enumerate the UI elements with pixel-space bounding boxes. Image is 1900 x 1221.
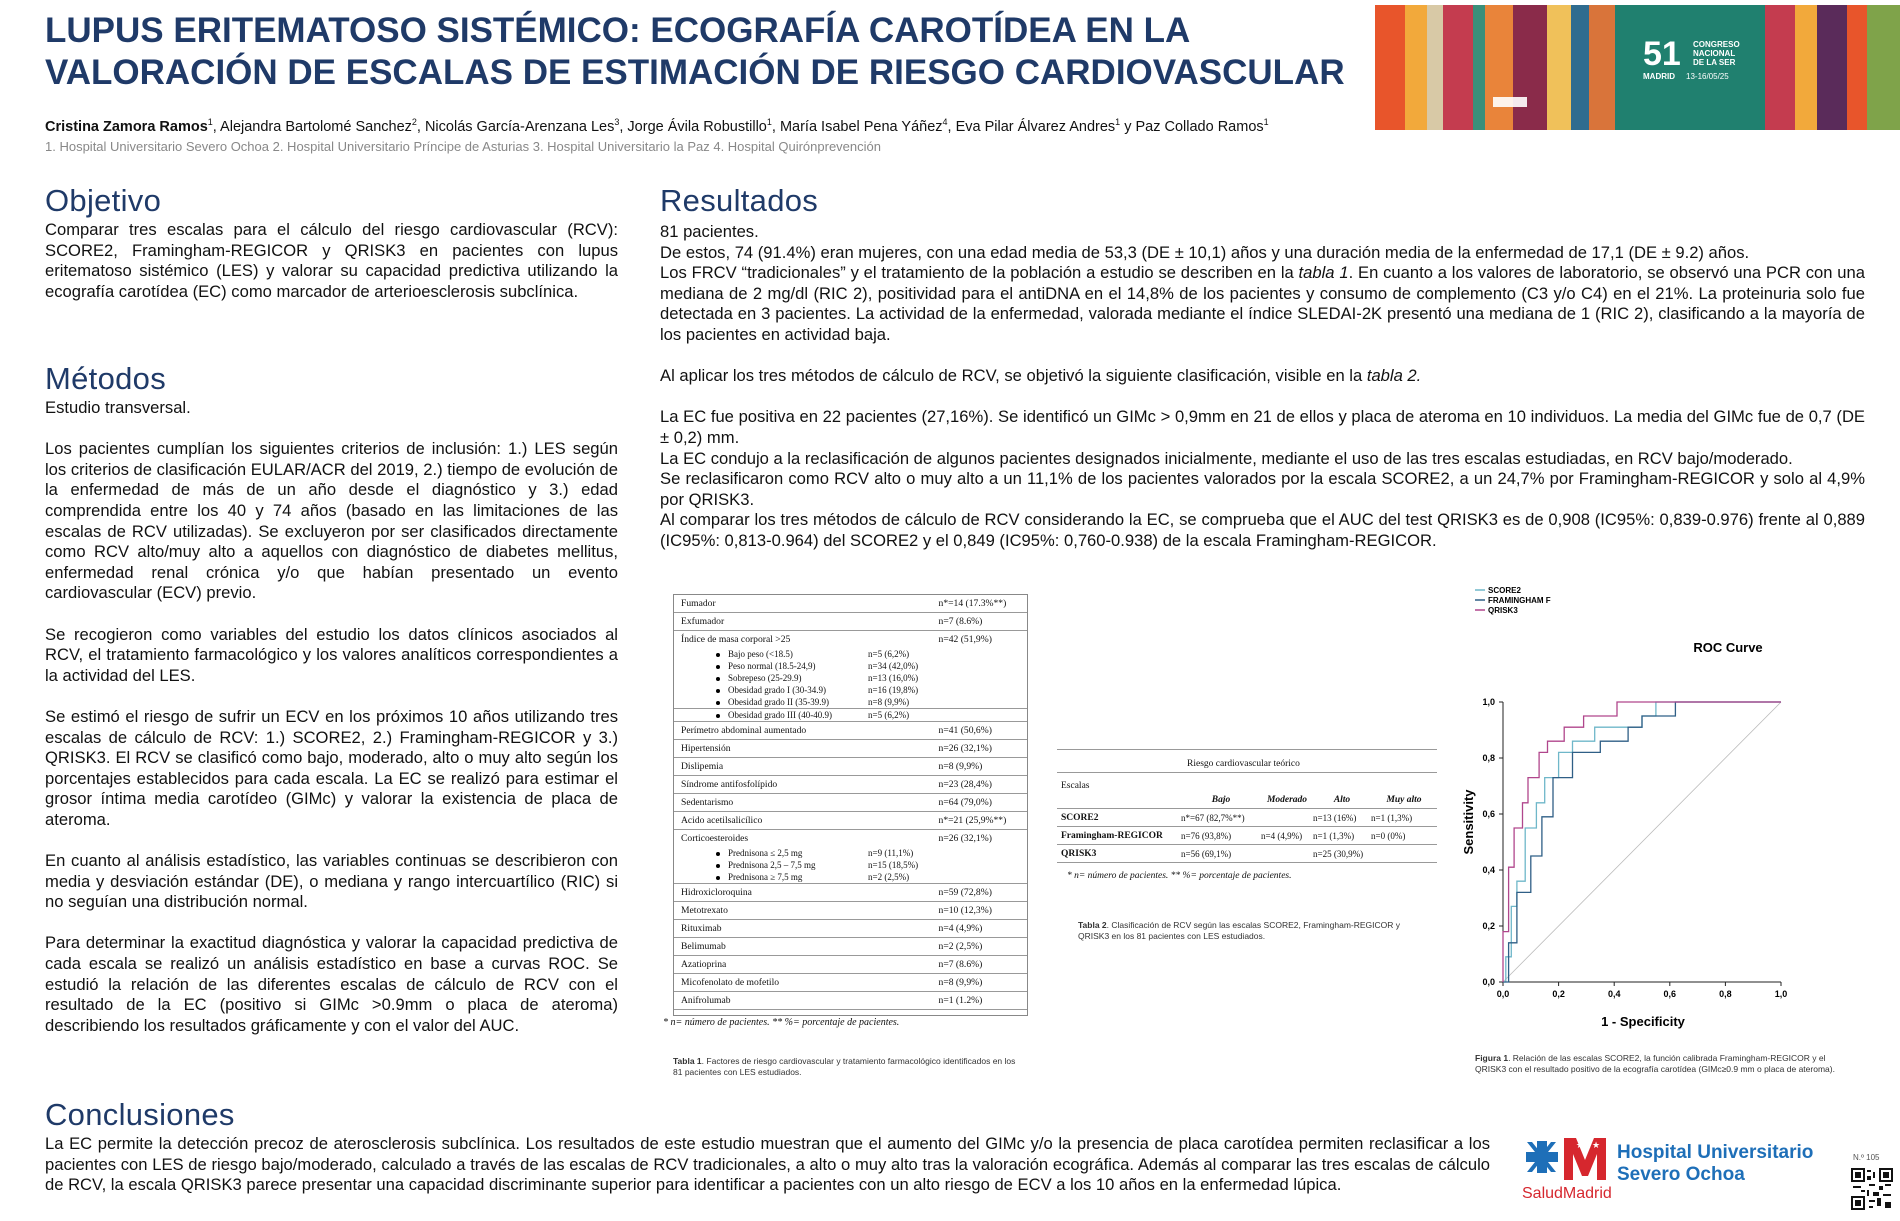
tabla1-value: n=42 (51,9%): [938, 634, 992, 645]
tabla1-label: Micofenolato de mofetilo: [681, 977, 780, 988]
banner-line1: CONGRESO: [1693, 40, 1740, 49]
tabla1-value: n=23 (28,4%): [938, 779, 992, 790]
tabla1-row: [674, 613, 1027, 631]
hospital-logo-art: [1520, 1132, 1830, 1204]
tabla2-caption-label: Tabla 2: [1078, 920, 1107, 930]
tabla1-label: Metotrexato: [681, 905, 728, 916]
bullet-icon: [716, 653, 720, 657]
tabla1-row: [674, 830, 1027, 847]
metodos-heading: Métodos: [45, 361, 166, 396]
roc-y-tick-label: 0,2: [1482, 921, 1495, 931]
tabla2-cell: n=76 (93,8%): [1181, 830, 1232, 841]
tabla2-footnote: * n= número de pacientes. ** %= porcentaje de pacientes.: [1067, 871, 1292, 881]
tabla2-caption-text: . Clasificación de RCV según las escalas SCORE2, Framingham-REGICOR y QRISK3 en los 81 pacientes con LES estudiados.: [1078, 920, 1401, 941]
tabla1-value: n=10 (12,3%): [938, 905, 992, 916]
bullet-icon: [716, 677, 720, 681]
hospital-logo: [1520, 1132, 1830, 1204]
banner-line2: NACIONAL: [1693, 49, 1736, 58]
resultados-ec-3: Se reclasificaron como RCV alto o muy alto a un 11,1% de los pacientes valorados por la escala SCORE2, a un 24,7% por Framingham-REGICOR y solo al 4,9% por QRISK3.: [660, 469, 1865, 509]
congress-banner: [1375, 5, 1900, 130]
tabla1-row: [674, 956, 1027, 974]
tabla1-label: Síndrome antifosfolípido: [681, 779, 778, 790]
tabla1-row: [674, 776, 1027, 794]
tabla1-subrow: [674, 708, 1027, 722]
tabla2-col-escalas: Escalas: [1061, 781, 1090, 791]
poster-title-line2: VALORACIÓN DE ESCALAS DE ESTIMACIÓN DE RIESGO CARDIOVASCULAR: [45, 53, 1345, 92]
roc-y-tick-label: 0,4: [1482, 865, 1495, 875]
tabla1-value: n=8 (9,9%): [938, 977, 983, 988]
tabla2-col-bajo: Bajo: [1211, 794, 1231, 805]
roc-legend-label: FRAMINGHAM F: [1488, 596, 1551, 605]
tabla1-label: Perímetro abdominal aumentado: [681, 725, 807, 736]
tabla2-col-alto: Alto: [1333, 794, 1351, 805]
figura1-caption-text: . Relación de las escalas SCORE2, la función calibrada Framingham-REGICOR y el QRISK3 con el resultado positivo de la ecografía carotídea (GIMc≥0.9 mm o placa de ateroma).: [1475, 1053, 1835, 1074]
bullet-icon: [716, 714, 720, 718]
tabla1-subrow: [674, 684, 1027, 696]
svg-text:★★★: ★★★: [1575, 1140, 1601, 1150]
tabla1-subvalue: n=13 (16,0%): [868, 673, 919, 683]
tabla2-body: [1057, 809, 1437, 863]
roc-y-tick-label: 0,0: [1482, 977, 1495, 987]
poster-number: N.º 105: [1853, 1153, 1880, 1162]
bullet-icon: [716, 689, 720, 693]
author-affiliation-number: 1: [1263, 117, 1269, 127]
roc-x-tick-label: 1,0: [1774, 989, 1788, 999]
roc-reference-line: [1503, 702, 1781, 982]
hospital-name-line2: Severo Ochoa: [1617, 1164, 1745, 1185]
tabla1-label: Exfumador: [681, 616, 725, 627]
tabla1-label: Corticoesteroides: [681, 833, 749, 844]
tabla1-row: [674, 740, 1027, 758]
banner-number: 51: [1643, 35, 1681, 73]
tabla2-caption: [1078, 920, 1418, 942]
tabla1-sublabel: Obesidad grado III (40-40.9): [674, 710, 868, 720]
tabla1-value: n=7 (8.6%): [938, 616, 983, 627]
metodos-body: [45, 398, 618, 1036]
resultados-clasificacion: [660, 366, 1865, 387]
tabla2-cell: n=56 (69,1%): [1181, 848, 1232, 859]
poster-title-line1: LUPUS ERITEMATOSO SISTÉMICO: ECOGRAFÍA CAROTÍDEA EN LA: [45, 11, 1191, 50]
bullet-icon: [716, 665, 720, 669]
figura1-caption-label: Figura 1: [1475, 1053, 1509, 1063]
banner-line3: DE LA SER: [1693, 58, 1736, 67]
poster-title: [45, 10, 1365, 94]
tabla1-row: [674, 631, 1027, 648]
tabla1-subvalue: n=5 (6,2%): [868, 649, 910, 659]
roc-chart: [1455, 582, 1855, 1037]
tabla1-subrow: [674, 847, 1027, 859]
tabla1-subvalue: n=8 (9,9%): [868, 697, 910, 707]
tabla2-cell: n=0 (0%): [1371, 830, 1406, 841]
author-affiliation-number: 2: [411, 117, 417, 127]
tabla1-subvalue: n=34 (42,0%): [868, 661, 919, 671]
tabla2-cell: n=1 (1,3%): [1371, 812, 1413, 823]
tabla2-escala-name: Framingham-REGICOR: [1061, 830, 1163, 841]
tabla1-ref: tabla 1: [1298, 263, 1349, 283]
tabla1-caption-text: . Factores de riesgo cardiovascular y tratamiento farmacológico identificados en los 81 pacientes con LES estudiados.: [673, 1056, 1016, 1077]
tabla2-row: [1057, 827, 1437, 845]
resultados-frcv-text-2: . En cuanto a los valores de laboratorio, se observó una PCR con una mediana de 2 mg/dl (RIC 2), positividad para el antiDNA en el 14,8% de los pacientes y consumo de complemento (C3 y/o C4) en el 21%. La proteinuria solo fue detectada en 3 pacientes. La actividad de la enfermedad, valorada mediante el índice SLEDAI-2K presentó una mediana de 1 (RIC 2), clasificando a la mayoría de los pacientes en actividad baja.: [660, 263, 1865, 344]
tabla1-sublabel: Peso normal (18.5-24,9): [674, 661, 868, 671]
bullet-icon: [716, 864, 720, 868]
author-affiliation-number: 1: [1115, 117, 1121, 127]
tabla1-sublabel: Obesidad grado II (35-39.9): [674, 697, 868, 707]
objetivo-heading: Objetivo: [45, 183, 162, 218]
tabla1-row: [674, 938, 1027, 956]
roc-y-axis-label: Sensitivity: [1461, 789, 1476, 855]
roc-y-tick-label: 0,6: [1482, 809, 1495, 819]
tabla1-subvalue: n=16 (19,8%): [868, 685, 919, 695]
tabla1-label: Acido acetilsalicílico: [681, 815, 763, 826]
tabla1-row: [674, 884, 1027, 902]
resultados-clasificacion-text: Al aplicar los tres métodos de cálculo de RCV, se objetivó la siguiente clasificación, visible en la: [660, 366, 1367, 386]
author-name: , Alejandra Bartolomé Sanchez: [212, 118, 412, 135]
author-name: , Nicolás García-Arenzana Les: [416, 118, 615, 135]
metodos-paragraph: Se recogieron como variables del estudio los datos clínicos asociados al RCV, el tratamiento farmacológico y los valores analíticos correspondientes a la actividad del LES.: [45, 624, 618, 685]
resultados-body: [660, 222, 1865, 552]
roc-legend-label: QRISK3: [1488, 606, 1518, 615]
tabla1-label: Rituximab: [681, 923, 722, 934]
tabla1: [673, 594, 1028, 1016]
roc-y-tick-label: 0,8: [1482, 753, 1495, 763]
resultados-ec-2: La EC condujo a la reclasificación de algunos pacientes designados inicialmente, mediante el uso de las tres escalas estudiadas, en RCV bajo/moderado.: [660, 448, 1793, 468]
author-name: , Jorge Ávila Robustillo: [619, 118, 767, 135]
tabla1-subvalue: n=2 (2,5%): [868, 872, 910, 882]
resultados-ec-4: Al comparar los tres métodos de cálculo de RCV considerando la EC, se comprueba que el AUC del test QRISK3 es de 0,908 (IC95%: 0,839-0.976) frente al 0,889 (IC95%: 0,813-0.964) del SCORE2 y el 0,849 (IC95%: 0,760-0.938) de la escala Framingham-REGICOR.: [660, 510, 1865, 550]
roc-legend-label: SCORE2: [1488, 586, 1521, 595]
authors: [45, 113, 1385, 136]
tabla1-value: n=59 (72,8%): [938, 887, 992, 898]
tabla2-cell: n=1 (1,3%): [1313, 830, 1355, 841]
tabla2: [1057, 749, 1437, 881]
congress-banner-art: [1375, 5, 1900, 130]
tabla1-label: Hipertensión: [681, 743, 731, 754]
tabla1-row: [674, 902, 1027, 920]
tabla2-row: [1057, 845, 1437, 863]
tabla1-subrow: [674, 696, 1027, 708]
madrid-m-icon: [1564, 1138, 1606, 1180]
roc-x-axis-label: 1 - Specificity: [1601, 1014, 1685, 1029]
resultados-heading: Resultados: [660, 183, 819, 218]
tabla1-subrow: [674, 871, 1027, 884]
tabla2-ref: tabla 2.: [1366, 366, 1422, 386]
tabla1-value: n=7 (8.6%): [938, 959, 983, 970]
metodos-paragraph: Estudio transversal.: [45, 398, 191, 417]
roc-x-tick-label: 0,0: [1496, 989, 1510, 999]
tabla1-row: [674, 992, 1027, 1010]
tabla1-sublabel: Prednisona 2,5 – 7,5 mg: [674, 860, 868, 870]
tabla1-row: [674, 920, 1027, 938]
tabla1-row: [674, 812, 1027, 830]
author-affiliation-number: 3: [614, 117, 620, 127]
tabla2-cell: n=4 (4,9%): [1261, 830, 1303, 841]
tabla1-row: [674, 595, 1027, 613]
tabla1-value: n=41 (50,6%): [938, 725, 992, 736]
tabla1-sublabel: Prednisona ≤ 2,5 mg: [674, 848, 868, 858]
tabla1-value: n=4 (4,9%): [938, 923, 983, 934]
tabla2-cell: n=25 (30,9%): [1313, 848, 1364, 859]
tabla1-footnote: * n= número de pacientes. ** %= porcentaje de pacientes.: [663, 1017, 900, 1028]
tabla1-value: n=1 (1.2%): [938, 995, 983, 1006]
roc-title: ROC Curve: [1693, 640, 1763, 655]
author-name: y Paz Collado Ramos: [1120, 118, 1264, 135]
resultados-line-1: 81 pacientes.: [660, 222, 759, 241]
bullet-icon: [716, 852, 720, 856]
roc-x-tick-label: 0,8: [1719, 989, 1732, 999]
bullet-icon: [716, 876, 720, 880]
tabla1-caption: [673, 1056, 1018, 1078]
author-name: Cristina Zamora Ramos: [45, 118, 208, 135]
tabla1-sublabel: Prednisona ≥ 7,5 mg: [674, 872, 868, 882]
tabla2-col-muy-alto: Muy alto: [1386, 794, 1422, 805]
tabla1-subrow: [674, 859, 1027, 871]
resultados-frcv: [660, 263, 1865, 345]
affiliations: 1. Hospital Universitario Severo Ochoa 2. Hospital Universitario Príncipe de Asturias 3. Hospital Universitario la Paz 4. Hospital Quirónprevención: [45, 139, 881, 154]
tabla1-subvalue: n=15 (18,5%): [868, 860, 919, 870]
tabla1-label: Sedentarismo: [681, 797, 734, 808]
roc-x-tick-label: 0,4: [1607, 989, 1621, 999]
tabla1-subrow: [674, 660, 1027, 672]
metodos-paragraph: Los pacientes cumplían los siguientes criterios de inclusión: 1.) LES según los criterios de clasificación EULAR/ACR del 2019, 2.) tiempo de evolución de la enfermedad de más de un año desde el diagnóstico y 3.) edad comprendida entre los 40 y 74 años (basado en las limitaciones de las escalas de RCV utilizadas). Se excluyeron por ser clasificados directamente como RCV alto/muy alto a aquellos con diagnóstico de diabetes mellitus, enfermedad renal crónica y/o que habían presentado un evento cardiovascular (ECV) previo.: [45, 439, 618, 603]
resultados-ec-1: La EC fue positiva en 22 pacientes (27,16%). Se identificó un GIMc > 0,9mm en 21 de ellos y placa de ateroma en 10 individuos. La media del GIMc fue de 0,7 (DE ± 0,2) mm.: [660, 407, 1865, 447]
resultados-line-2: De estos, 74 (91.4%) eran mujeres, con una edad media de 53,3 (DE ± 10,1) años y una duración media de la enfermedad de 17,1 (DE ± 9.2) años.: [660, 242, 1750, 262]
tabla1-label: Azatioprina: [681, 959, 727, 970]
conclusiones-heading: Conclusiones: [45, 1097, 235, 1132]
figura1-caption: [1475, 1053, 1855, 1075]
tabla1-sublabel: Obesidad grado I (30-34.9): [674, 685, 868, 695]
tabla1-sublabel: Bajo peso (<18.5): [674, 649, 868, 659]
banner-place: MADRID: [1643, 72, 1675, 81]
tabla1-value: n=26 (32,1%): [938, 743, 992, 754]
tabla1-row: [674, 974, 1027, 992]
tabla1-value: n*=21 (25,9%**): [938, 815, 1007, 826]
author-affiliation-number: 1: [766, 117, 772, 127]
tabla2-cell: n*=67 (82,7%**): [1181, 812, 1245, 823]
tabla1-sublabel: Sobrepeso (25-29.9): [674, 673, 868, 683]
tabla1-value: n=2 (2,5%): [938, 941, 983, 952]
author-affiliation-number: 1: [207, 117, 213, 127]
metodos-paragraph: Para determinar la exactitud diagnóstica y valorar la capacidad predictiva de cada escala se realizó un análisis estadístico en base a curvas ROC. Se estudió la relación de las diferentes escalas de cálculo de RCV con el resultado de la EC (positivo si GIMc >0.9mm o placa de ateroma) describiendo los resultados gráficamente y con el valor del AUC.: [45, 933, 618, 1035]
roc-legend: [1475, 586, 1551, 615]
tabla1-value: n=26 (32,1%): [938, 833, 992, 844]
hospital-name-line1: Hospital Universitario: [1617, 1142, 1814, 1163]
tabla1-value: n*=14 (17.3%**): [938, 598, 1007, 609]
tabla1-label: Índice de masa corporal >25: [681, 634, 791, 645]
tabla1-row: [674, 794, 1027, 812]
roc-x-tick-label: 0,6: [1663, 989, 1677, 999]
resultados-frcv-text: Los FRCV “tradicionales” y el tratamiento de la población a estudio se describen en la: [660, 263, 1299, 283]
tabla1-row: [674, 722, 1027, 740]
tabla2-escala-name: SCORE2: [1061, 812, 1099, 823]
tabla1-label: Dislipemia: [681, 761, 724, 772]
bullet-icon: [716, 701, 720, 705]
tabla1-label: Anifrolumab: [681, 995, 731, 1006]
metodos-paragraph: Se estimó el riesgo de sufrir un ECV en los próximos 10 años utilizando tres escalas de cálculo de RCV: 1.) SCORE2, 2.) Framingham-REGICOR y 3.) QRISK3. El RCV se clasificó como bajo, moderado, alto o muy alto según los porcentajes establecidos para cada escala. La EC se realizó para estimar el grosor íntima media carotídeo (GIMc) y valorar la existencia de placa de ateroma.: [45, 706, 618, 829]
tabla1-label: Belimumab: [681, 941, 726, 952]
tabla1-subrow: [674, 648, 1027, 660]
metodos-paragraph: En cuanto al análisis estadístico, las variables continuas se describieron con media y desviación estándar (DE), o mediana y rango intercuartílico (RIC) si no seguían una distribución normal.: [45, 851, 618, 912]
tabla1-subrow: [674, 672, 1027, 684]
tabla1-value: n=64 (79,0%): [938, 797, 992, 808]
tabla1-subvalue: n=9 (11,1%): [868, 848, 914, 858]
tabla1-value: n=8 (9,9%): [938, 761, 983, 772]
roc-y-tick-label: 1,0: [1482, 697, 1495, 707]
tabla1-label: Fumador: [681, 598, 716, 609]
madrid-star-icon: [1526, 1141, 1558, 1173]
author-name: , María Isabel Pena Yáñez: [771, 118, 943, 135]
objetivo-text: Comparar tres escalas para el cálculo del riesgo cardiovascular (RCV): SCORE2, Framingham-REGICOR y QRISK3 en pacientes con lupus eritematoso sistémico (LES) y valorar su capacidad predictiva utilizando la ecografía carotídea (EC) como marcador de arterioesclerosis subclínica.: [45, 220, 618, 301]
roc-axes: [1482, 697, 1787, 999]
author-affiliation-number: 4: [942, 117, 948, 127]
tabla2-cell: n=13 (16%): [1313, 812, 1357, 823]
tabla2-col-moderado: Moderado: [1266, 794, 1308, 805]
author-name: , Eva Pilar Álvarez Andres: [947, 118, 1116, 135]
tabla2-header-row: [1057, 791, 1437, 809]
tabla2-row: [1057, 809, 1437, 827]
tabla1-caption-label: Tabla 1: [673, 1056, 702, 1066]
qr-code-icon: [1851, 1168, 1893, 1210]
conclusiones-text: La EC permite la detección precoz de aterosclerosis subclínica. Los resultados de este estudio muestran que el aumento del GIMc y/o la presencia de placa carotídea permiten reclasificar a los pacientes con LES de riesgo bajo/moderado, calculado a través de las escalas de RCV tradicionales, a alto o muy alto tras la valoración ecográfica. Además al comparar las tres escalas de cálculo de RCV, la escala QRISK3 parece presentar una capacidad discriminante superior para identificar a pacientes con un alto riesgo de ECV a los 10 años en la enfermedad lúpica.: [45, 1134, 1490, 1195]
tabla2-group-header: Riesgo cardiovascular teórico: [1187, 759, 1300, 769]
salud-madrid-label: SaludMadrid: [1522, 1185, 1612, 1202]
tabla2-escala-name: QRISK3: [1061, 848, 1097, 859]
roc-x-tick-label: 0,2: [1552, 989, 1565, 999]
tabla1-label: Hidroxicloroquina: [681, 887, 752, 898]
tabla1-row: [674, 758, 1027, 776]
tabla1-subvalue: n=5 (6,2%): [868, 710, 910, 720]
banner-dates: 13-16/05/25: [1686, 72, 1729, 81]
